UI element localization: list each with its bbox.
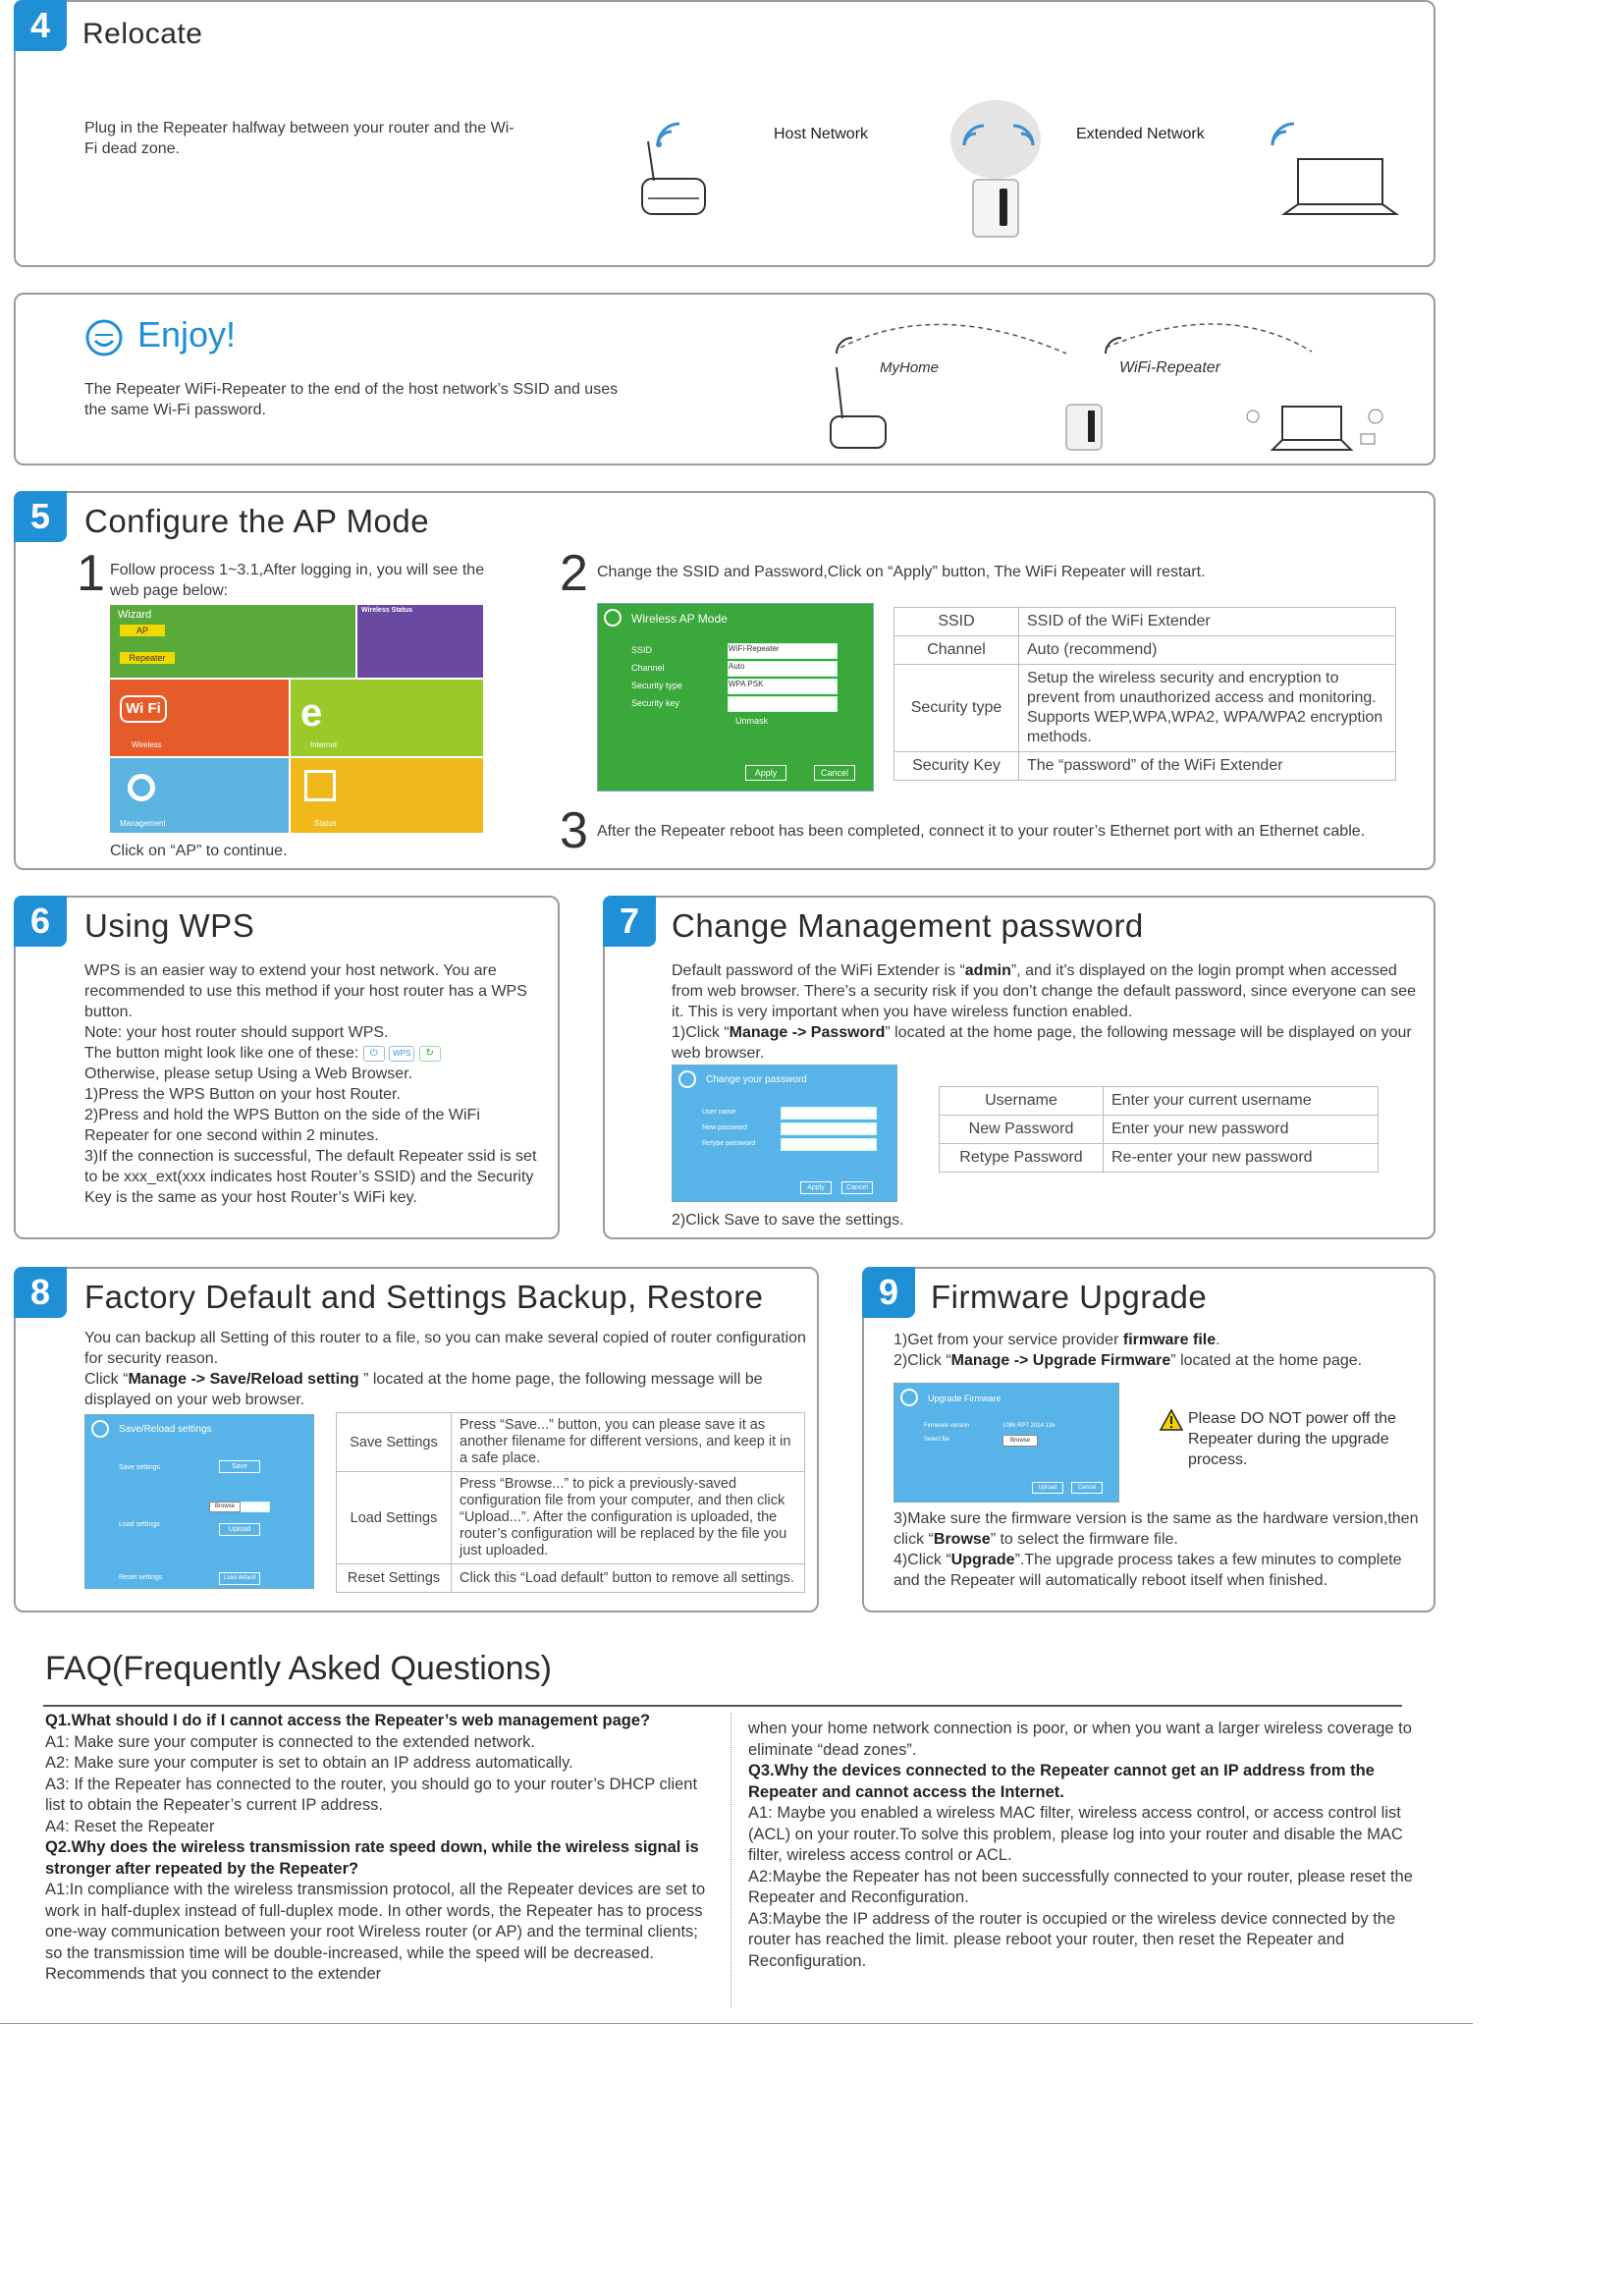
save-button[interactable]: Save — [219, 1460, 260, 1473]
network-diagram — [811, 308, 1400, 456]
step-number: 5 — [14, 491, 67, 542]
firmware-steps-bottom: 3)Make sure the firmware version is the same as the hardware version,then click “Browse” to select the firmware file. 4)Click “Upgrade”.The upgrade process takes a few minutes to complete and the Repeater will automatically reboot itself when finished. — [893, 1510, 1419, 1589]
table-row: SSID SSID of the WiFi Extender — [894, 608, 1396, 636]
back-icon — [900, 1389, 918, 1406]
password-text: Default password of the WiFi Extender is “admin”, and it’s displayed on the login prompt when accessed from web browser. There’s a security risk if you don’t change the default password, since everyone can see it. This is very important when you have wireless function enabled. 1)Click “Manage -> Password” located at the home page, the following message will be displayed on your web browser. — [672, 962, 1417, 1062]
step-number-3: 3 — [560, 802, 588, 859]
step1-text: Follow process 1~3.1,After logging in, you will see the web page below: — [110, 562, 485, 599]
step2-text: Change the SSID and Password,Click on “Apply” button, The WiFi Repeater will restart. — [597, 564, 1206, 580]
section-configure-ap — [14, 491, 1435, 870]
table-row: Security type Setup the wireless security and encryption to prevent from unauthorized access and monitoring. Supports WEP,WPA,WPA2, WPA/WPA2 encryption methods. — [894, 665, 1396, 752]
wps-text: WPS is an easier way to extend your host network. You are recommended to use this method if your host router has a WPS button. Note: your host router should support WPS. The button might look like one of these: ⏻ WPS ↻ Otherwise, please setup Using a Web Browser. 1)Press the WPS Button on your host Router. 2)Press and hold the WPS Button on the side of the WiFi Repeater for one second within 2 minutes. 3)If the connection is successful, The default Repeater ssid is set to be xxx_ext(xxx indicates host Router’s SSID) and the Security Key is the same as your host Router’s WiFi key. — [84, 962, 537, 1206]
security-key-input[interactable] — [728, 696, 838, 712]
load-default-button[interactable]: Load default — [219, 1572, 260, 1585]
tile-wizard: Wizard AP Repeater — [110, 605, 355, 678]
upload-button[interactable]: Upload — [1032, 1482, 1063, 1494]
wps-badge-icon: WPS — [389, 1046, 414, 1062]
faq-right-column: when your home network connection is poor, or when you want a larger wireless coverage to eliminate “dead zones”. Q3.Why the devices connected to the Repeater cannot get an IP address from the Repeater and cannot access the Internet. A1: Maybe you enabled a wireless MAC filter, wireless access control, or access control list (ACL) on your router.To solve this problem, please log into your router and disable the MAC filter, wireless access control or ACL. A2:Maybe the Repeater has not been successfully connected to your router, please reset the Repeater and Reconfiguration. A3:Maybe the IP address of the router is occupied or the wireless device connected by the router has reached the limit. please reboot your router, then reset the Repeater and Reconfiguration. — [748, 1711, 1426, 1972]
table-row: Channel Auto (recommend) — [894, 636, 1396, 665]
warning-icon — [1159, 1408, 1184, 1432]
table-row: New Password Enter your new password — [940, 1116, 1379, 1144]
save-reload-screenshot: Save/Reload settings Save settings Load settings Reset settings Save Browse Upload Load default — [84, 1414, 314, 1589]
faq-divider — [43, 1705, 1402, 1707]
tile-wireless-status: Wireless Status — [357, 605, 483, 678]
dashboard-screenshot — [110, 605, 483, 833]
browse-button[interactable]: Browse — [209, 1502, 241, 1512]
extended-network-label: Extended Network — [1076, 126, 1205, 142]
step-number: 8 — [14, 1267, 67, 1318]
username-input[interactable] — [781, 1107, 877, 1120]
section-title: Change Management password — [672, 907, 1144, 944]
smiley-icon — [84, 318, 124, 357]
enjoy-title: Enjoy! — [137, 314, 237, 355]
section-text: Plug in the Repeater halfway between your router and the Wi-Fi dead zone. — [84, 120, 514, 157]
security-type-select[interactable]: WPA PSK — [728, 679, 838, 694]
step1-footnote: Click on “AP” to continue. — [110, 843, 288, 859]
cancel-button[interactable]: Cancel — [841, 1181, 873, 1194]
bottom-rule — [0, 2023, 1473, 2024]
step-number: 6 — [14, 896, 67, 947]
faq-question: Q2.Why does the wireless transmission rate speed down, while the wireless signal is stronger after repeated by the Repeater? — [45, 1838, 699, 1878]
ap-settings-table — [893, 607, 1396, 781]
step-number: 9 — [862, 1267, 915, 1318]
section-change-password — [603, 896, 1435, 1239]
wifi-signal-icon — [654, 120, 683, 149]
step-number: 4 — [14, 0, 67, 51]
password-table — [939, 1086, 1379, 1173]
back-icon — [604, 609, 622, 627]
warning-box — [1159, 1406, 1418, 1481]
new-password-input[interactable] — [781, 1122, 877, 1135]
ap-button[interactable]: AP — [120, 625, 165, 636]
section-title: Relocate — [82, 18, 203, 50]
step-number-1: 1 — [77, 545, 105, 602]
ssid-input[interactable]: WiFi-Repeater — [728, 643, 838, 659]
faq-question: Q1.What should I do if I cannot access the Repeater’s web management page? — [45, 1712, 651, 1729]
faq-left-column: Q1.What should I do if I cannot access the Repeater’s web management page? A1: Make sure your computer is connected to the extended network. A2: Make sure your computer is set to obtain an IP address automatically. A3: If the Repeater has connected to the router, you should go to your router’s DHCP client list to obtain the Repeater’s current IP address. A4: Reset the Repeater Q2.Why does the wireless transmission rate speed down, while the wireless signal is stronger after repeated by the Repeater? A1:In compliance with the wireless transmission protocol, all the Repeater devices are set to work in half-duplex instead of full-duplex mode. In other words, the Repeater has to process one-way communication between your root Wireless router (or AP) and the terminal clients; so the transmission time will be double-increased, while the speed will be decreased. Recommends that you connect to the extender — [45, 1711, 709, 1986]
apply-button[interactable]: Apply — [745, 765, 786, 781]
step-number: 7 — [603, 896, 656, 947]
step-number-2: 2 — [560, 545, 588, 602]
ap-mode-screenshot: Wireless AP Mode SSID Channel Security type Security key WiFi-Repeater Auto WPA PSK Unmask Apply Cancel — [597, 603, 874, 792]
laptop-icon — [1278, 153, 1406, 222]
repeater-device-icon — [972, 179, 1019, 238]
section-title: Using WPS — [84, 907, 255, 944]
table-row: Username Enter your current username — [940, 1087, 1379, 1116]
section-title: Configure the AP Mode — [84, 503, 430, 539]
back-icon — [91, 1420, 109, 1438]
myhome-label: MyHome — [880, 359, 940, 376]
channel-select[interactable]: Auto — [728, 661, 838, 677]
faq-question: Q3.Why the devices connected to the Repeater cannot get an IP address from the Repeater and cannot access the Internet. — [748, 1762, 1375, 1801]
apply-button[interactable]: Apply — [800, 1181, 832, 1194]
firmware-steps-top: 1)Get from your service provider firmware file. 2)Click “Manage -> Upgrade Firmware” located at the home page. — [893, 1332, 1363, 1369]
warning-text: Please DO NOT power off the Repeater during the upgrade process. — [1188, 1410, 1396, 1468]
enjoy-text: The Repeater WiFi-Repeater to the end of the host network’s SSID and uses the same Wi-Fi password. — [84, 381, 619, 418]
back-icon — [678, 1070, 696, 1088]
table-row: Load Settings Press “Browse...” to pick a previously-saved configuration file from your computer, and then click “Upload...”. After the configuration is uploaded, the router’s configuration will be replaced by the file you just uploaded. — [337, 1472, 805, 1564]
step2-text: 2)Click Save to save the settings. — [672, 1212, 904, 1229]
table-row: Save Settings Press “Save...” button, you can please save it as another filename for different versions, and keep it in a safe place. — [337, 1413, 805, 1472]
password-screenshot: Change your password User name New password Retype password Apply Cancel — [672, 1065, 897, 1202]
section-firmware-upgrade — [862, 1267, 1435, 1613]
cancel-button[interactable]: Cancel — [814, 765, 855, 781]
upload-button[interactable]: Upload — [219, 1523, 260, 1536]
section-enjoy — [14, 293, 1435, 465]
backup-table — [336, 1412, 805, 1593]
section-using-wps — [14, 896, 560, 1239]
backup-text: You can backup all Setting of this router to a file, so you can make several copied of router configuration for security reason. Click “Manage -> Save/Reload setting ” located at the home page, the following message will be displayed on your web browser. — [84, 1330, 806, 1408]
tile-status: Status — [291, 758, 483, 833]
retype-password-input[interactable] — [781, 1138, 877, 1151]
faq-title: FAQ(Frequently Asked Questions) — [45, 1650, 552, 1687]
unmask-checkbox[interactable]: Unmask — [735, 716, 769, 726]
host-network-label: Host Network — [774, 126, 869, 142]
tile-wifi: Wi Fi Wireless — [110, 680, 289, 756]
upgrade-firmware-screenshot: Upgrade Firmware Firmware version Select file 1086 RPT 2014 13e Browse Upload Cancel — [893, 1383, 1119, 1503]
wps-power-icon: ⏻ — [363, 1046, 385, 1062]
section-title: Factory Default and Settings Backup, Restore — [84, 1279, 764, 1315]
wifi-repeater-label: WiFi-Repeater — [1119, 359, 1220, 376]
table-row: Security Key The “password” of the WiFi Extender — [894, 752, 1396, 781]
section-relocate — [14, 0, 1435, 267]
browse-button[interactable]: Browse — [1002, 1435, 1038, 1447]
table-row: Reset Settings Click this “Load default” button to remove all settings. — [337, 1564, 805, 1593]
wps-arrows-icon: ↻ — [419, 1046, 441, 1062]
wifi-signal-icon — [954, 120, 1043, 149]
repeater-button[interactable]: Repeater — [120, 652, 175, 664]
cancel-button[interactable]: Cancel — [1071, 1482, 1103, 1494]
wifi-signal-icon — [1269, 120, 1298, 149]
section-factory-default — [14, 1267, 819, 1613]
table-row: Retype Password Re-enter your new password — [940, 1144, 1379, 1173]
tile-internet: e Internet — [291, 680, 483, 756]
step3-text: After the Repeater reboot has been completed, connect it to your router’s Ethernet port with an Ethernet cable. — [597, 823, 1366, 840]
tile-management: Management — [110, 758, 289, 833]
section-title: Firmware Upgrade — [931, 1279, 1208, 1315]
